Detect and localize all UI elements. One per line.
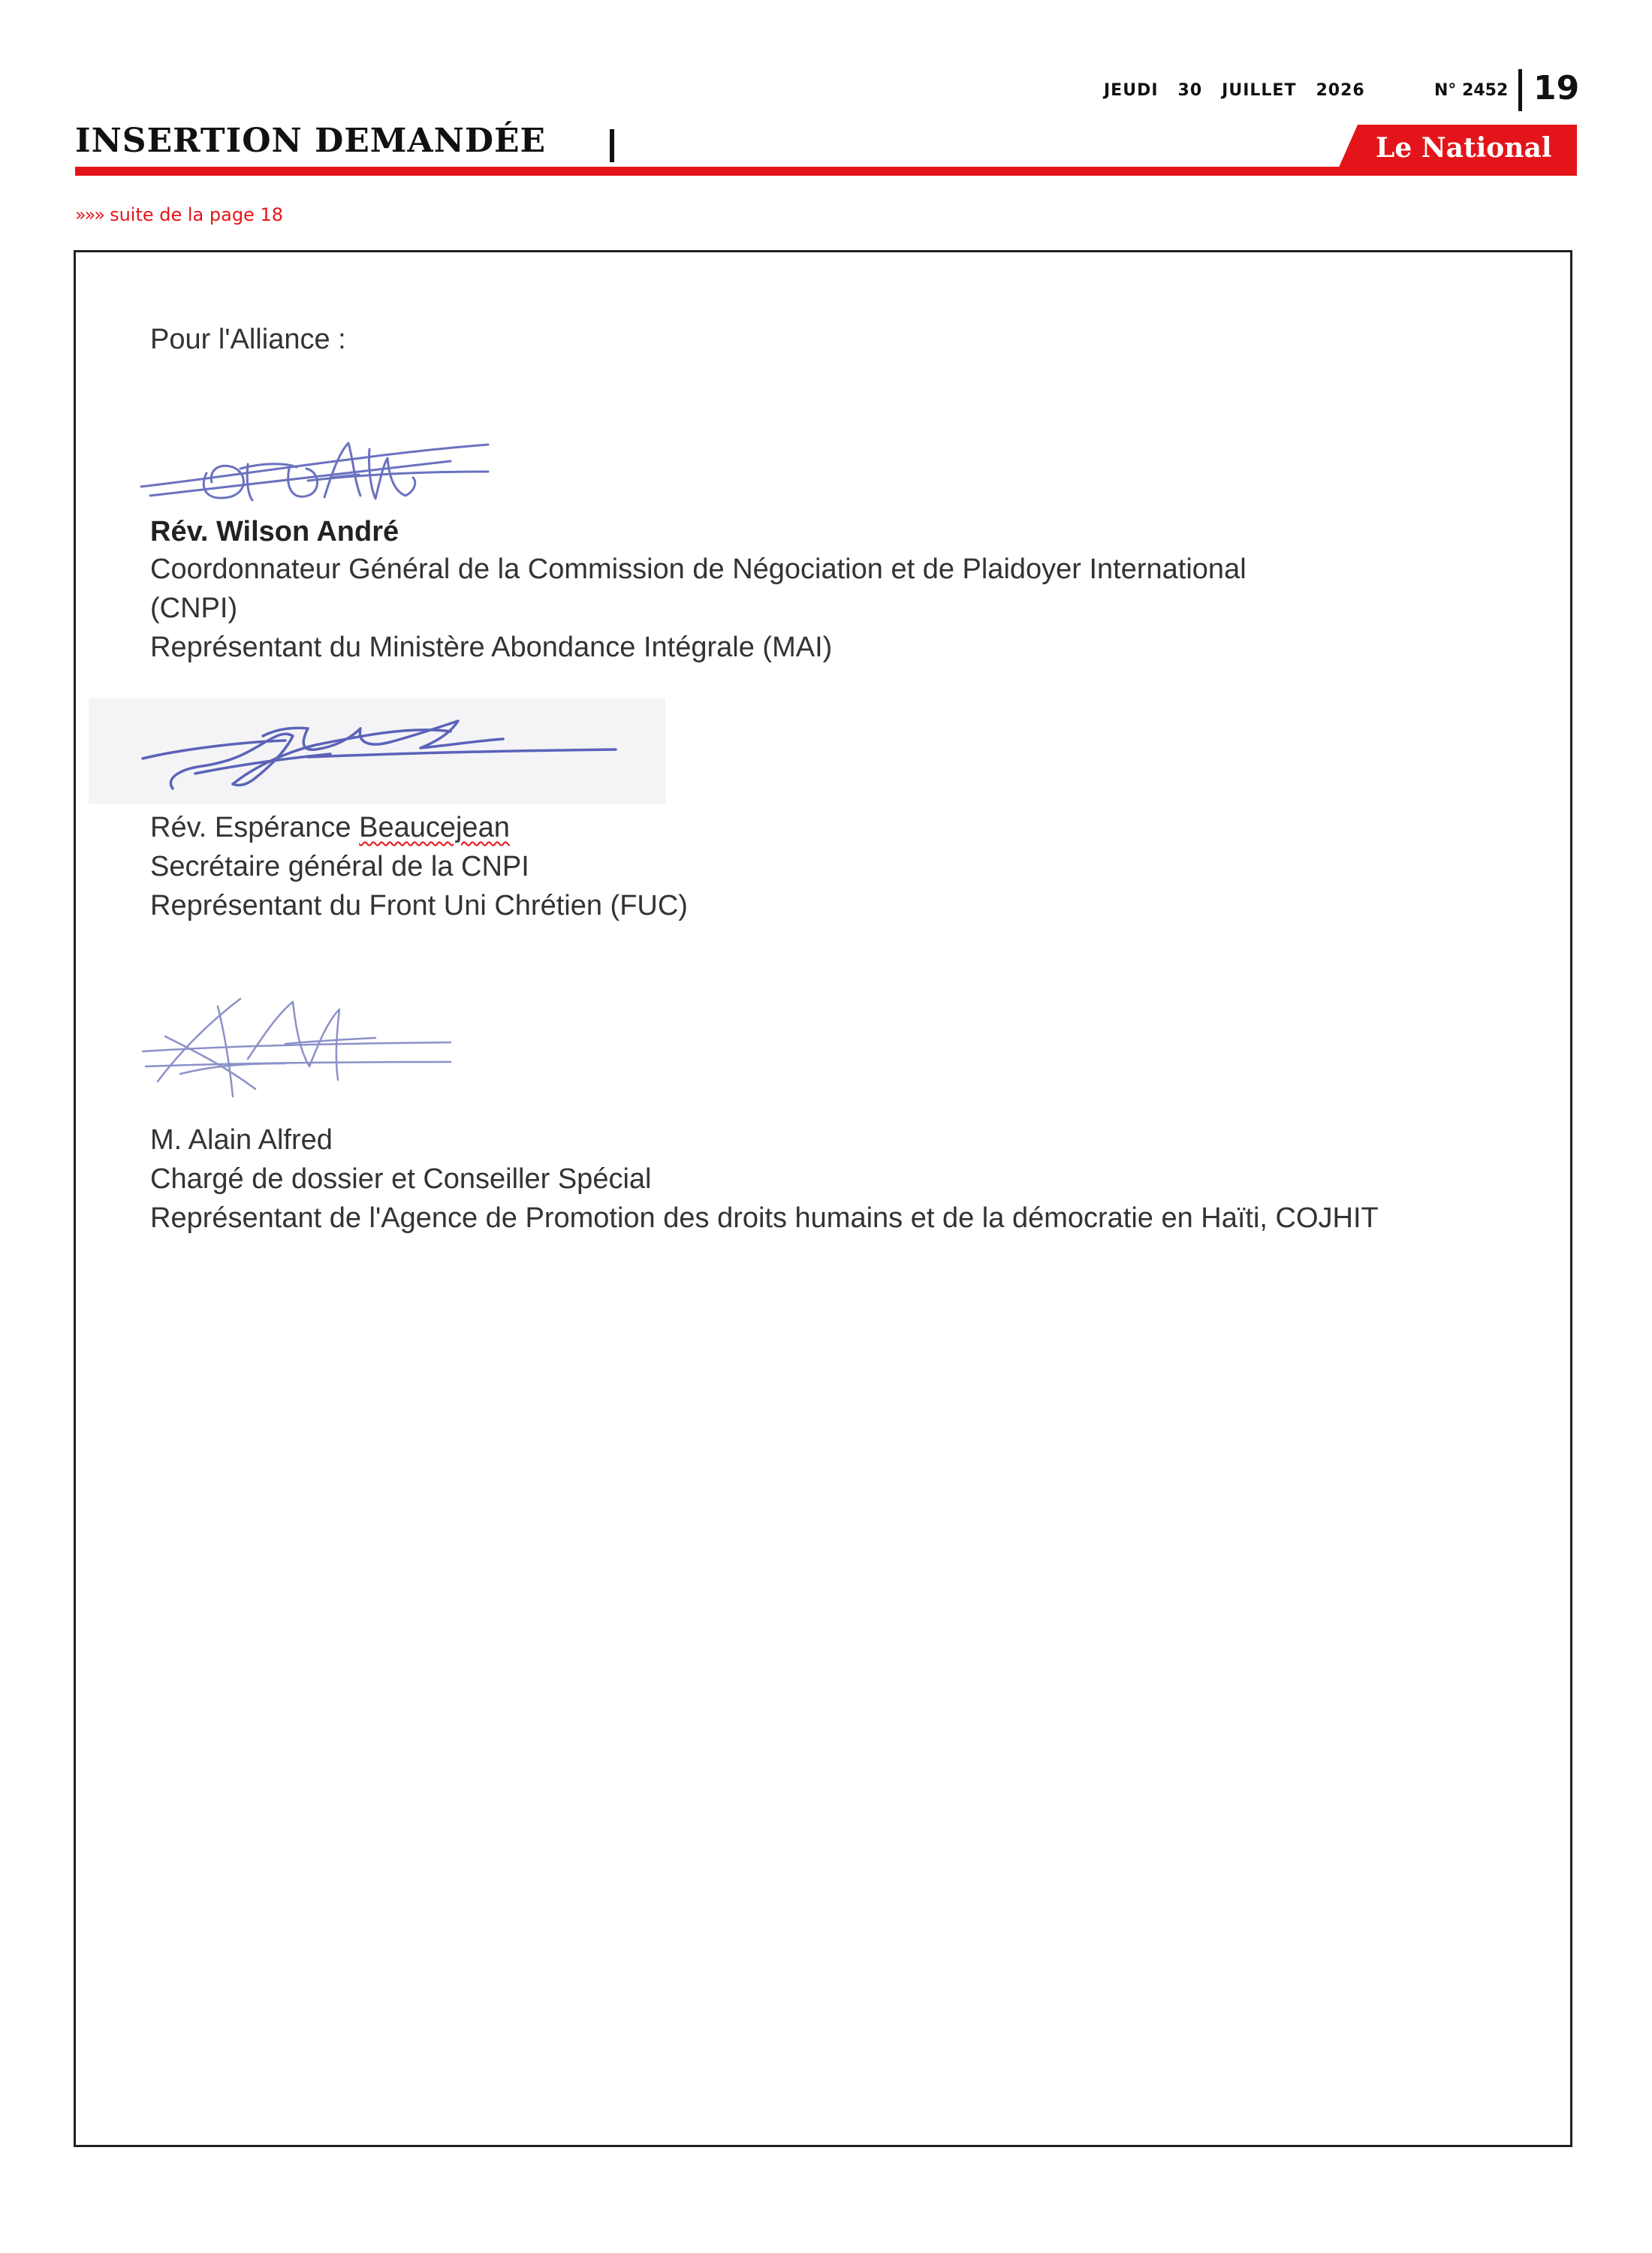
signatory-2-name (150, 808, 510, 847)
signatory-1-title-line2: (CNPI) (150, 593, 238, 624)
signatory-2-title-line2: Représentant du Front Uni Chrétien (FUC) (150, 890, 688, 921)
continued-arrows: »»» (75, 204, 104, 225)
issue-number: N° 2452 (1434, 81, 1509, 100)
issue-year: 2026 (1316, 81, 1365, 100)
signatory-1-name: Rév. Wilson André (150, 516, 399, 547)
section-title-separator (610, 129, 614, 162)
header-divider (1518, 69, 1522, 111)
signatory-2-name-prefix: Rév. Espérance (150, 812, 360, 843)
continued-from-link (75, 204, 283, 225)
signature-wilson-andre (135, 428, 503, 511)
section-title: INSERTION DEMANDÉE (75, 122, 547, 160)
signatory-2-title-line1: Secrétaire général de la CNPI (150, 851, 529, 882)
alliance-intro: Pour l'Alliance : (150, 324, 346, 355)
issue-day: JEUDI (1104, 81, 1159, 100)
signatory-3-title-line2: Représentant de l'Agence de Promotion des droits humains et de la démocratie en Haïti, COJHIT (150, 1202, 1379, 1234)
signature-alain-alfred (135, 991, 458, 1104)
issue-date (1104, 81, 1385, 100)
signatory-1-title-line1: Coordonnateur Général de la Commission de Négociation et de Plaidoyer International (150, 553, 1247, 585)
signatory-2-surname: Beaucejean (359, 812, 510, 843)
signatory-1-title-line3: Représentant du Ministère Abondance Intégrale (MAI) (150, 632, 833, 663)
issue-month: JUILLET (1222, 81, 1297, 100)
brand-name: Le National (1376, 132, 1552, 164)
page-number: 19 (1533, 69, 1580, 107)
signatory-3-title-line1: Chargé de dossier et Conseiller Spécial (150, 1163, 652, 1195)
continued-text: suite de la page 18 (110, 204, 283, 225)
signatory-3-name: M. Alain Alfred (150, 1124, 333, 1156)
signature-esperance-beaucejean (135, 706, 631, 804)
issue-date-number: 30 (1177, 81, 1203, 100)
